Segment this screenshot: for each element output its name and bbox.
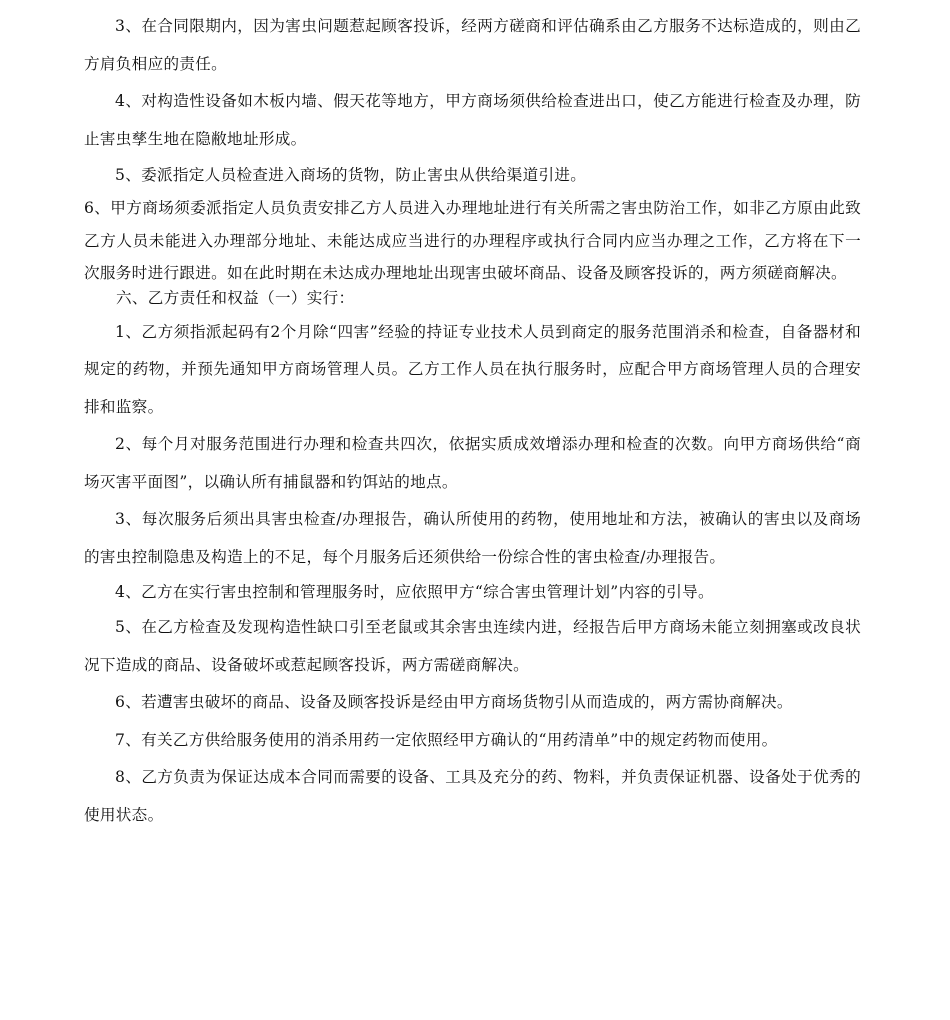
paragraph-duty-5: 5、在乙方检查及发现构造性缺口引至老鼠或其余害虫连续内进，经报告后甲方商场未能立刻拥塞或改良状况下造成的商品、设备破坏或惹起顾客投诉，两方需磋商解决。 (84, 618, 861, 674)
document-page (84, 8, 861, 834)
paragraph-duty-1: 1、乙方须指派起码有2个月除“四害”经验的持证专业技术人员到商定的服务范围消杀和检查，自备器材和规定的药物，并预先通知甲方商场管理人员。乙方工作人员在执行服务时，应配合甲方商场管理人员的合理安排和监察。 (84, 322, 861, 416)
paragraph-duty-4: 4、乙方在实行害虫控制和管理服务时，应依照甲方“综合害虫管理计划”内容的引导。 (115, 583, 714, 601)
paragraph-duty-7: 7、有关乙方供给服务使用的消杀用药一定依照经甲方确认的“用药清单”中的规定药物而使用。 (115, 730, 778, 749)
paragraph-clause-3: 3、在合同限期内，因为害虫问题惹起顾客投诉，经两方磋商和评估确系由乙方服务不达标造成的，则由乙方肩负相应的责任。 (84, 17, 861, 73)
paragraph-duty-8: 8、乙方负责为保证达成本合同而需要的设备、工具及充分的药、物料，并负责保证机器、设备处于优秀的使用状态。 (84, 768, 861, 824)
section-heading-six: 六、乙方责任和权益（一）实行： (116, 288, 355, 307)
paragraph-clause-5: 5、委派指定人员检查进入商场的货物，防止害虫从供给渠道引进。 (115, 166, 587, 184)
paragraph-clause-4: 4、对构造性设备如木板内墙、假天花等地方，甲方商场须供给检查进出口，使乙方能进行检查及办理，防止害虫孳生地在隐敝地址形成。 (84, 92, 861, 148)
paragraph-duty-2: 2、每个月对服务范围进行办理和检查共四次，依据实质成效增添办理和检查的次数。向甲方商场供给“商场灭害平面图”，以确认所有捕鼠器和钓饵站的地点。 (84, 435, 861, 491)
paragraph-clause-6: 6、甲方商场须委派指定人员负责安排乙方人员进入办理地址进行有关所需之害虫防治工作，如非乙方原由此致乙方人员未能进入办理部分地址、未能达成应当进行的办理程序或执行合同内应当办理之工作，乙方将在下一次服务时进行跟进。如在此时期在未达成办理地址出现害虫破坏商品、设备及顾客投诉的，两方须磋商解决。 (84, 199, 861, 282)
paragraph-duty-3: 3、每次服务后须出具害虫检查/办理报告，确认所使用的药物，使用地址和方法，被确认的害虫以及商场的害虫控制隐患及构造上的不足，每个月服务后还须供给一份综合性的害虫检查/办理报告。 (84, 510, 861, 566)
paragraph-duty-6: 6、若遭害虫破坏的商品、设备及顾客投诉是经由甲方商场货物引从而造成的，两方需协商解决。 (115, 693, 793, 711)
